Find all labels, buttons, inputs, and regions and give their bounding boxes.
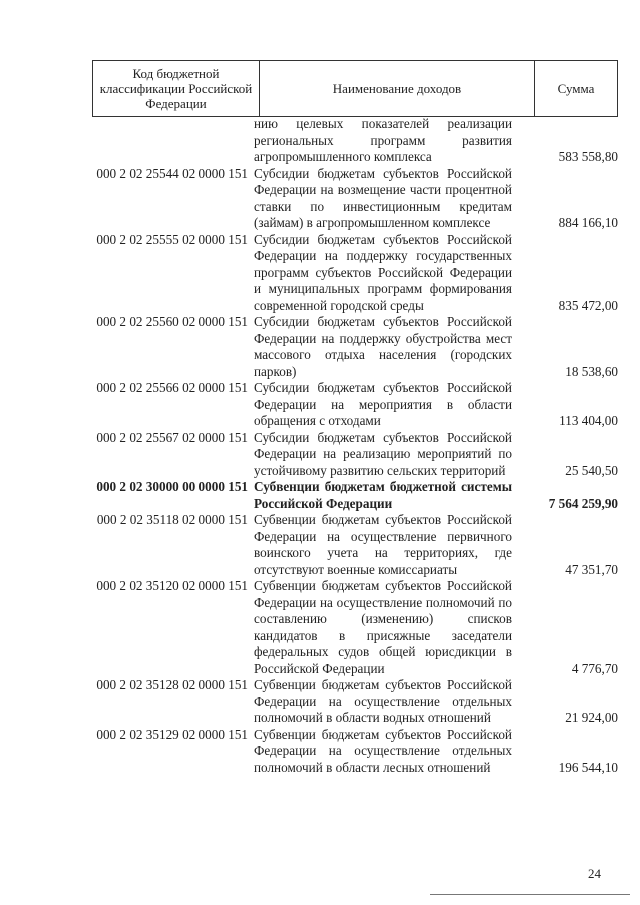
table-row	[78, 166, 618, 232]
row-name: Субсидии бюджетам субъектов Российской Федерации на поддержку обустройства мест массового отдыха населения (городских парков)	[254, 314, 512, 379]
row-sum: 113 404,00	[559, 413, 618, 428]
row-name: Субвенции бюджетам субъектов Российской Федерации на осуществление отдельных полномочий в области лесных отношений	[254, 726, 512, 775]
row-code	[78, 116, 254, 166]
row-name: Субвенции бюджетам бюджетной системы Российской Федерации	[254, 479, 512, 511]
row-sum: 21 924,00	[565, 710, 618, 725]
row-code: 000 2 02 25567 02 0000 151	[96, 429, 248, 445]
row-sum: 25 540,50	[565, 462, 618, 478]
row-name: Субсидии бюджетам субъектов Российской Федерации на поддержку государственных программ субъектов Российской Федерации и муниципальных программ формирования современной городской среды	[254, 231, 512, 313]
table-row	[78, 116, 618, 166]
row-name: нию целевых показателей реализации региональных программ развития агропромышленного комплекса	[254, 116, 512, 164]
row-name: Субсидии бюджетам субъектов Российской Федерации на мероприятия в области обращения с отходами	[254, 380, 512, 428]
table-header	[92, 60, 618, 117]
header-sum-column: Сумма	[557, 81, 595, 96]
table-row	[78, 512, 618, 578]
row-code: 000 2 02 35129 02 0000 151	[96, 726, 248, 742]
row-code: 000 2 02 25560 02 0000 151	[96, 314, 248, 329]
table-row	[78, 727, 618, 777]
row-code: 000 2 02 35118 02 0000 151	[96, 512, 248, 527]
table-row	[78, 232, 618, 315]
row-code: 000 2 02 35120 02 0000 151	[96, 578, 248, 593]
row-name: Субвенции бюджетам субъектов Российской Федерации на осуществление отдельных полномочий в области водных отношений	[254, 677, 512, 725]
row-code: 000 2 02 35128 02 0000 151	[96, 677, 248, 692]
row-sum: 7 564 259,90	[548, 495, 618, 511]
row-sum: 196 544,10	[558, 759, 618, 775]
row-name: Субвенции бюджетам субъектов Российской Федерации на осуществление первичного воинского учета на территориях, где отсутствуют военные комиссариаты	[254, 512, 512, 577]
row-name: Субвенции бюджетам субъектов Российской Федерации на осуществление полномочий по составлению (изменению) списков кандидатов в присяжные заседатели федеральных судов общей юрисдикции в Российской Федерации	[254, 578, 512, 676]
table-row	[78, 380, 618, 430]
row-sum: 835 472,00	[558, 297, 618, 313]
header-name-column: Наименование доходов	[260, 61, 535, 116]
table-row	[78, 430, 618, 480]
table-row	[78, 578, 618, 677]
table-body	[78, 116, 618, 776]
page-number: 24	[588, 866, 601, 881]
table-row	[78, 677, 618, 727]
row-code: 000 2 02 25566 02 0000 151	[96, 380, 248, 395]
table-row-total	[78, 479, 618, 512]
header-code-column: Код бюджетной классификации Российской Федерации	[93, 61, 260, 116]
row-sum: 884 166,10	[558, 215, 618, 230]
row-code: 000 2 02 30000 00 0000 151	[96, 479, 248, 494]
row-sum: 4 776,70	[571, 660, 618, 676]
row-code: 000 2 02 25544 02 0000 151	[96, 165, 248, 181]
footer-line	[430, 894, 630, 895]
table-row	[78, 314, 618, 380]
row-name: Субсидии бюджетам субъектов Российской Федерации на возмещение части процентной ставки по инвестиционным кредитам (займам) в агропромышленном комплексе	[254, 165, 512, 230]
row-code: 000 2 02 25555 02 0000 151	[96, 231, 248, 247]
row-sum: 583 558,80	[558, 149, 618, 164]
row-sum: 47 351,70	[565, 561, 618, 577]
row-name: Субсидии бюджетам субъектов Российской Федерации на реализацию мероприятий по устойчивому развитию сельских территорий	[254, 429, 512, 478]
row-sum: 18 538,60	[565, 363, 618, 379]
